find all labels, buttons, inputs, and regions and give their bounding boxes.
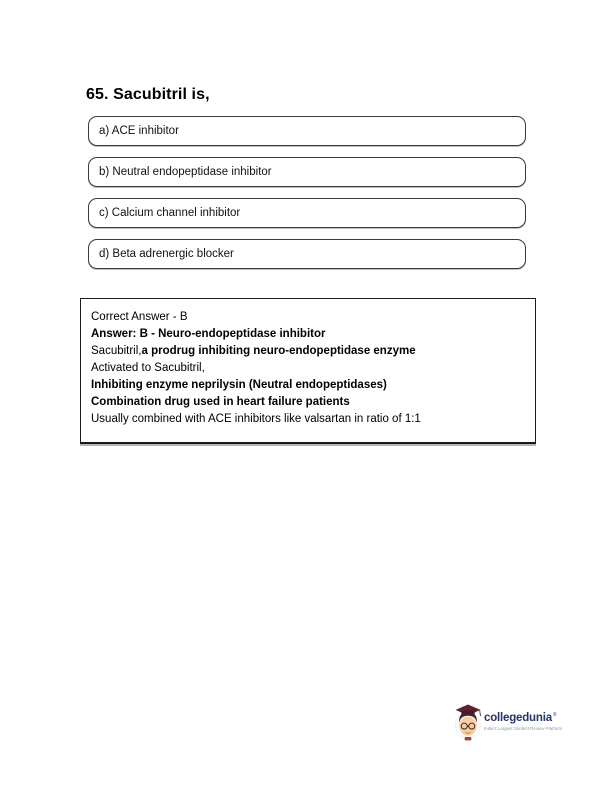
- option-c-label: c) Calcium channel inhibitor: [99, 207, 241, 219]
- explanation-line-5: Usually combined with ACE inhibitors like valsartan in ratio of 1:1: [91, 413, 421, 425]
- logo-brand-text: [484, 709, 562, 724]
- collegedunia-mascot-icon: [453, 701, 483, 743]
- option-d-label: d) Beta adrenergic blocker: [99, 248, 234, 260]
- answer-explanation-box: [80, 298, 536, 444]
- correct-answer-line: Correct Answer - B: [91, 311, 188, 323]
- question-title: 65. Sacubitril is,: [86, 86, 210, 103]
- explanation-line-3: Inhibiting enzyme neprilysin (Neutral endopeptidases): [91, 379, 387, 391]
- logo-tagline: India's Largest Student Review Platform: [484, 725, 563, 731]
- option-b-label: b) Neutral endopeptidase inhibitor: [99, 166, 272, 178]
- explanation-line-1-bold: a prodrug inhibiting neuro-endopeptidase enzyme: [141, 345, 416, 357]
- explanation-line-4: Combination drug used in heart failure patients: [91, 396, 350, 408]
- option-a: [88, 116, 526, 146]
- registered-trademark-icon: ®: [552, 712, 557, 718]
- option-d: [88, 239, 526, 269]
- option-a-label: a) ACE inhibitor: [99, 125, 179, 137]
- option-c: [88, 198, 526, 228]
- explanation-line-1-normal: Sacubitril,: [91, 345, 142, 357]
- answer-line: Answer: B - Neuro-endopeptidase inhibitor: [91, 328, 326, 340]
- explanation-line-2: Activated to Sacubitril,: [91, 362, 205, 374]
- option-b: [88, 157, 526, 187]
- options-list: [88, 116, 526, 269]
- logo-brand-word: collegedunia: [484, 711, 552, 724]
- logo-text-block: [484, 709, 562, 731]
- explanation-line-1: [91, 343, 523, 360]
- collegedunia-logo: [453, 700, 562, 743]
